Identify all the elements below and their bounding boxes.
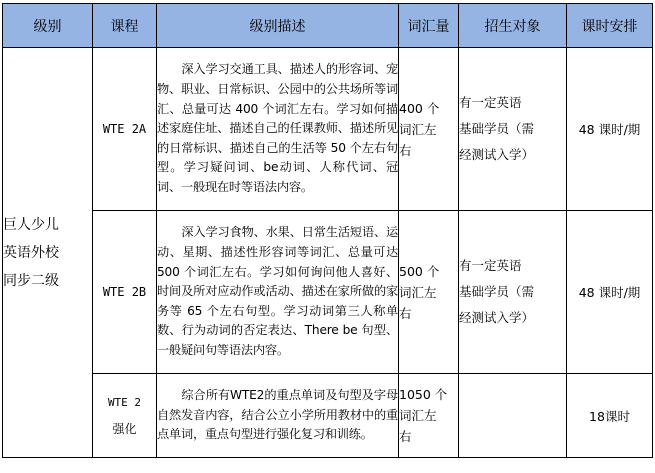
table-row — [3, 48, 653, 211]
target-line: 基础学员（需 — [459, 284, 535, 299]
vocabulary-line: 词汇左 — [399, 284, 437, 300]
target-line: 有一定英语 — [459, 95, 522, 110]
vocabulary-line: 右 — [399, 142, 412, 158]
level-description: 深入学习交通工具、描述人的形容词、宠物、职业、日常标识、公园中的公共场所等词汇、总量可达 400 个词汇左右。学习如何描述家庭住址、描述自己的任课教师、描述所见的日常标识、描述自己的生活等 50 个左右句型。学习疑问词、be动词、人称代词、冠词、一般现在时等语法内容。 — [157, 48, 399, 211]
level-description: 综合所有WTE2的重点单词及句型及字母自然发音内容，结合公立小学所用教材中的重点单词，重点句型进行强化复习和训练。 — [157, 374, 399, 458]
vocabulary-line: 右 — [399, 429, 412, 444]
target-line: 基础学员（需 — [459, 121, 535, 136]
course-code — [93, 374, 157, 458]
level-description: 深入学习食物、水果、日常生活短语、运动、星期、描述性形容词等词汇、总量可达 500 个词汇左右。学习如何询问他人喜好、时间及所对应动作或活动、描述在家所做的家务等 65 个左右句型。学习动词第三人称单数、行为动词的否定表达、There be 句型、一般疑问句等语法内容。 — [157, 211, 399, 374]
header-target: 招生对象 — [459, 4, 567, 48]
course-code-line: 强化 — [112, 421, 137, 436]
target-line: 有一定英语 — [459, 258, 522, 273]
course-code: WTE 2A — [93, 48, 157, 211]
vocabulary-line: 500 个 — [399, 263, 440, 279]
target-students-cell — [459, 374, 567, 458]
vocabulary-cell — [399, 48, 459, 211]
target-line: 经测试入学） — [459, 147, 535, 162]
level-cell — [3, 48, 93, 458]
header-row — [3, 4, 653, 48]
target-line: 经测试入学） — [459, 310, 535, 325]
header-vocabulary: 词汇量 — [399, 4, 459, 48]
hours-cell: 48 课时/期 — [567, 211, 653, 374]
course-code: WTE 2B — [93, 211, 157, 374]
hours-cell: 18课时 — [567, 374, 653, 458]
vocabulary-cell — [399, 211, 459, 374]
target-students-cell — [459, 48, 567, 211]
level-name-line: 英语外校 — [3, 244, 59, 261]
header-description: 级别描述 — [157, 4, 399, 48]
vocabulary-line: 400 个 — [399, 100, 440, 116]
level-name-line: 巨人少儿 — [3, 216, 59, 233]
table-row — [3, 211, 653, 374]
header-course: 课程 — [93, 4, 157, 48]
header-level: 级别 — [3, 4, 93, 48]
header-schedule: 课时安排 — [567, 4, 653, 48]
course-code-line: WTE 2 — [107, 395, 142, 409]
vocabulary-cell — [399, 374, 459, 458]
vocabulary-line: 词汇左 — [399, 408, 437, 423]
target-students-cell — [459, 211, 567, 374]
course-level-table — [2, 3, 653, 458]
hours-cell: 48 课时/期 — [567, 48, 653, 211]
vocabulary-line: 1050 个 — [399, 387, 448, 402]
vocabulary-line: 词汇左 — [399, 121, 437, 137]
level-name-line: 同步二级 — [3, 272, 59, 289]
table-row — [3, 374, 653, 458]
vocabulary-line: 右 — [399, 305, 412, 321]
